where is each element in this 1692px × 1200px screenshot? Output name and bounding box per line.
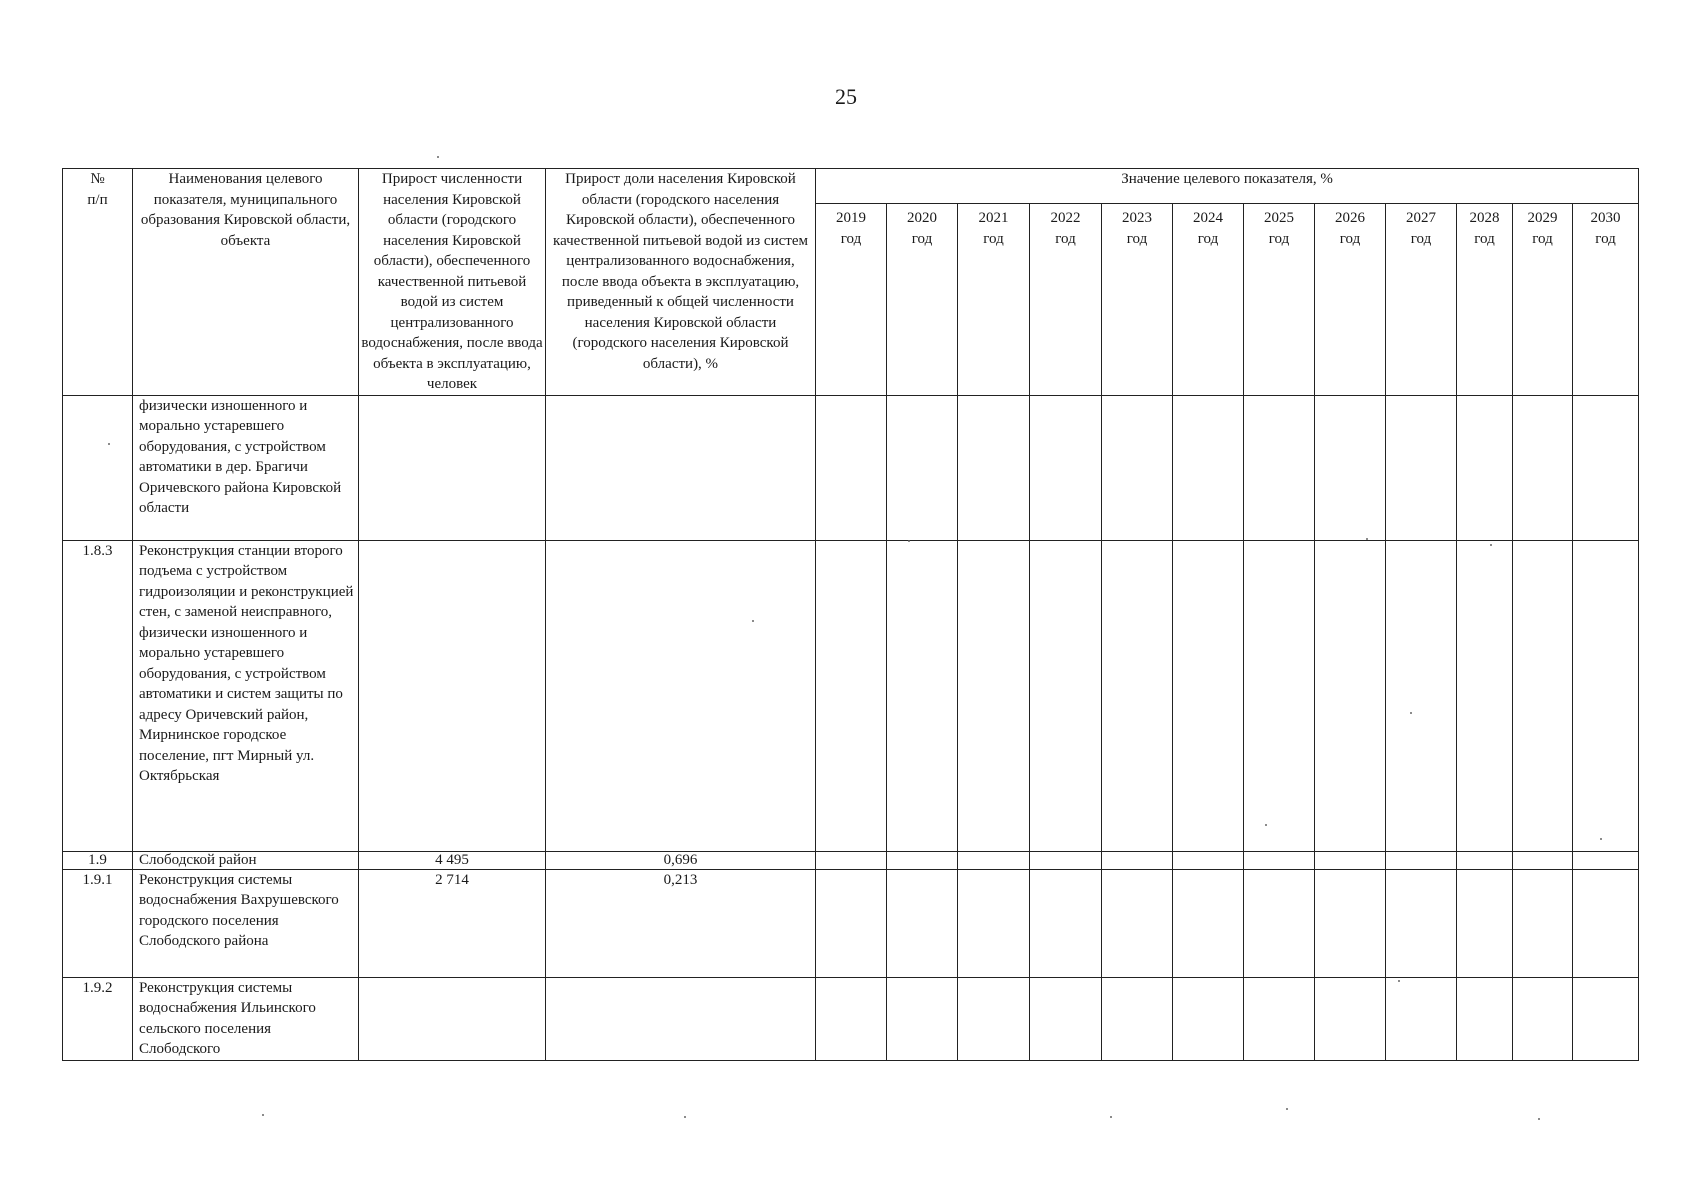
row-value-2029 — [1513, 395, 1573, 540]
row-growth-count — [359, 977, 546, 1060]
scan-speck — [1410, 712, 1412, 714]
table-row — [63, 540, 1639, 851]
row-num — [63, 395, 133, 540]
scan-speck — [1110, 1116, 1112, 1118]
row-value-2024 — [1173, 540, 1244, 851]
scan-speck — [1538, 1118, 1540, 1120]
scan-speck — [437, 156, 439, 158]
table-row — [63, 869, 1639, 977]
header-num: № п/п — [63, 169, 133, 396]
header-target-value: Значение целевого показателя, % — [816, 169, 1639, 204]
row-value-2019 — [816, 977, 887, 1060]
row-value-2027 — [1386, 395, 1457, 540]
row-value-2023 — [1102, 395, 1173, 540]
header-year-2021: 2021 год — [958, 204, 1030, 396]
row-value-2020 — [887, 395, 958, 540]
table-row — [63, 851, 1639, 869]
row-value-2019 — [816, 869, 887, 977]
row-value-2025 — [1244, 540, 1315, 851]
row-value-2030 — [1573, 851, 1639, 869]
row-value-2028 — [1457, 869, 1513, 977]
row-growth-count — [359, 540, 546, 851]
row-value-2025 — [1244, 395, 1315, 540]
header-year-2025: 2025 год — [1244, 204, 1315, 396]
row-value-2023 — [1102, 977, 1173, 1060]
scan-speck — [108, 443, 110, 445]
row-value-2030 — [1573, 977, 1639, 1060]
row-value-2028 — [1457, 977, 1513, 1060]
row-name: Слободской район — [133, 851, 359, 869]
scan-speck — [684, 1116, 686, 1118]
scan-speck — [1490, 544, 1492, 546]
row-value-2020 — [887, 851, 958, 869]
row-value-2022 — [1030, 540, 1102, 851]
row-value-2028 — [1457, 540, 1513, 851]
header-year-2029: 2029 год — [1513, 204, 1573, 396]
header-name: Наименования целевого показателя, муниципального образования Кировской области, объекта — [133, 169, 359, 396]
header-growth-count: Прирост численности населения Кировской области (городского населения Кировской области), обеспеченного качественной питьевой водой из систем централизованного водоснабжения, после ввода объекта в эксплуатацию, человек — [359, 169, 546, 396]
header-year-2024: 2024 год — [1173, 204, 1244, 396]
row-value-2019 — [816, 540, 887, 851]
row-value-2026 — [1315, 395, 1386, 540]
row-value-2024 — [1173, 977, 1244, 1060]
row-value-2021 — [958, 851, 1030, 869]
row-growth-share — [546, 395, 816, 540]
header-year-2030: 2030 год — [1573, 204, 1639, 396]
row-growth-count: 4 495 — [359, 851, 546, 869]
row-name: физически изношенного и морально устаревшего оборудования, с устройством автоматики в дер. Брагичи Оричевского района Кировской области — [133, 395, 359, 540]
row-num: 1.9 — [63, 851, 133, 869]
row-value-2030 — [1573, 395, 1639, 540]
row-value-2020 — [887, 977, 958, 1060]
row-num: 1.8.3 — [63, 540, 133, 851]
row-value-2026 — [1315, 977, 1386, 1060]
row-growth-count — [359, 395, 546, 540]
row-value-2022 — [1030, 395, 1102, 540]
row-value-2027 — [1386, 869, 1457, 977]
row-value-2022 — [1030, 977, 1102, 1060]
row-value-2021 — [958, 540, 1030, 851]
row-value-2024 — [1173, 851, 1244, 869]
scan-speck — [1398, 980, 1400, 982]
row-value-2030 — [1573, 540, 1639, 851]
row-value-2026 — [1315, 540, 1386, 851]
header-growth-share: Прирост доли населения Кировской области (городского населения Кировской области), обеспеченного качественной питьевой водой из систем централизованного водоснабжения, после ввода объекта в эксплуатацию, приведенный к общей численности населения Кировской области (городского населения Кировской области), % — [546, 169, 816, 396]
row-growth-share — [546, 540, 816, 851]
row-value-2029 — [1513, 540, 1573, 851]
row-value-2028 — [1457, 395, 1513, 540]
row-value-2026 — [1315, 869, 1386, 977]
row-value-2025 — [1244, 869, 1315, 977]
row-value-2024 — [1173, 869, 1244, 977]
table-row — [63, 395, 1639, 540]
row-value-2021 — [958, 977, 1030, 1060]
row-growth-share — [546, 977, 816, 1060]
row-value-2029 — [1513, 977, 1573, 1060]
row-value-2022 — [1030, 869, 1102, 977]
table-row — [63, 977, 1639, 1060]
scan-speck — [262, 1114, 264, 1116]
target-indicators-table — [62, 168, 1639, 1061]
header-year-2023: 2023 год — [1102, 204, 1173, 396]
row-value-2028 — [1457, 851, 1513, 869]
header-year-2022: 2022 год — [1030, 204, 1102, 396]
row-value-2026 — [1315, 851, 1386, 869]
scan-speck — [1366, 538, 1368, 540]
row-value-2019 — [816, 851, 887, 869]
header-year-2028: 2028 год — [1457, 204, 1513, 396]
row-name: Реконструкция системы водоснабжения Ильинского сельского поселения Слободского — [133, 977, 359, 1060]
row-value-2023 — [1102, 540, 1173, 851]
row-value-2021 — [958, 869, 1030, 977]
row-value-2030 — [1573, 869, 1639, 977]
row-value-2022 — [1030, 851, 1102, 869]
scan-speck — [908, 540, 910, 542]
row-value-2020 — [887, 540, 958, 851]
header-year-2027: 2027 год — [1386, 204, 1457, 396]
row-name: Реконструкция станции второго подъема с устройством гидроизоляции и реконструкцией стен, с заменой неисправного, физически изношенного и морально устаревшего оборудования, с устройством автоматики и систем защиты по адресу Оричевский район, Мирнинское городское поселение, пгт Мирный ул. Октябрьская — [133, 540, 359, 851]
row-value-2025 — [1244, 851, 1315, 869]
row-growth-count: 2 714 — [359, 869, 546, 977]
row-num: 1.9.2 — [63, 977, 133, 1060]
row-value-2020 — [887, 869, 958, 977]
row-value-2019 — [816, 395, 887, 540]
header-year-2019: 2019 год — [816, 204, 887, 396]
scan-speck — [752, 620, 754, 622]
scan-speck — [1286, 1108, 1288, 1110]
header-year-2020: 2020 год — [887, 204, 958, 396]
row-value-2021 — [958, 395, 1030, 540]
row-value-2027 — [1386, 977, 1457, 1060]
row-name: Реконструкция системы водоснабжения Вахрушевского городского поселения Слободского района — [133, 869, 359, 977]
row-value-2024 — [1173, 395, 1244, 540]
row-value-2029 — [1513, 851, 1573, 869]
header-row-top — [63, 169, 1639, 204]
header-year-2026: 2026 год — [1315, 204, 1386, 396]
row-value-2027 — [1386, 851, 1457, 869]
row-value-2027 — [1386, 540, 1457, 851]
row-growth-share: 0,696 — [546, 851, 816, 869]
row-num: 1.9.1 — [63, 869, 133, 977]
page-number: 25 — [835, 84, 857, 109]
scan-speck — [1265, 824, 1267, 826]
row-value-2025 — [1244, 977, 1315, 1060]
row-value-2023 — [1102, 869, 1173, 977]
row-value-2023 — [1102, 851, 1173, 869]
row-growth-share: 0,213 — [546, 869, 816, 977]
row-value-2029 — [1513, 869, 1573, 977]
scan-speck — [1600, 838, 1602, 840]
